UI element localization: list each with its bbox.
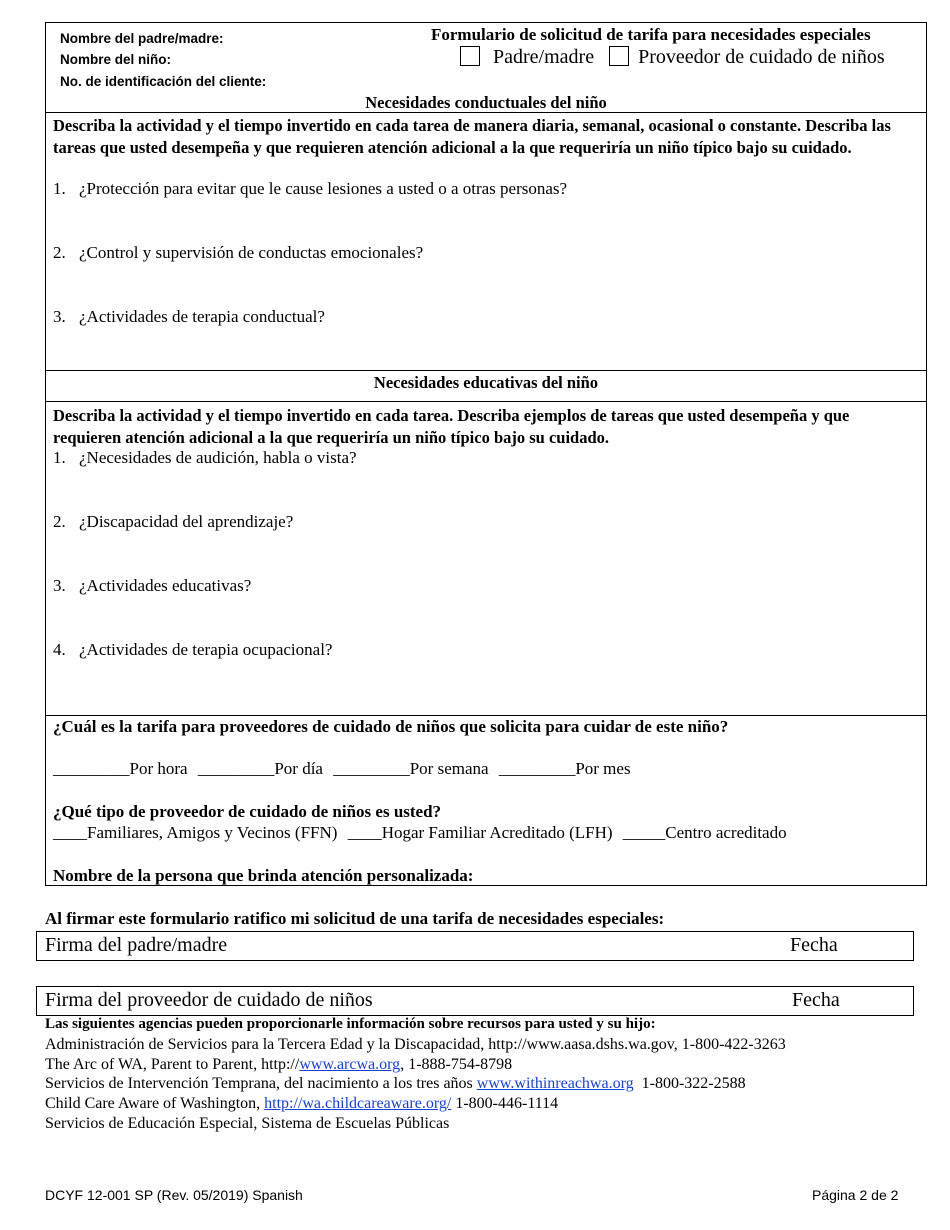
type-ffn-field[interactable]: ____Familiares, Amigos y Vecinos (FFN) [53, 823, 338, 842]
per-hour-field[interactable]: _________Por hora [53, 759, 188, 778]
question-number: 4. [53, 640, 66, 659]
question-text: ¿Actividades educativas? [79, 576, 252, 595]
resource-early-intervention [45, 1074, 746, 1094]
resource-childcare-aware [45, 1094, 558, 1114]
behavioral-question-3[interactable] [53, 307, 325, 327]
rate-question: ¿Cuál es la tarifa para proveedores de cuidado de niños que solicita para cuidar de este niño? [53, 717, 729, 736]
resource-text: The Arc of WA, Parent to Parent, http:// [45, 1056, 300, 1073]
personal-care-label: Nombre de la persona que brinda atención personalizada: [53, 866, 474, 885]
parent-signature-label: Firma del padre/madre [45, 934, 228, 956]
divider [45, 370, 927, 371]
child-name-label: Nombre del niño: [60, 52, 171, 67]
requester-options [460, 46, 885, 69]
per-month-field[interactable]: _________Por mes [498, 759, 631, 778]
educational-question-1[interactable] [53, 448, 357, 468]
question-number: 3. [53, 576, 66, 595]
educational-question-4[interactable] [53, 640, 332, 660]
resource-text: , 1-888-754-8798 [400, 1056, 513, 1073]
form-id: DCYF 12-001 SP (Rev. 05/2019) Spanish [45, 1187, 303, 1203]
question-number: 1. [53, 179, 66, 198]
provider-checkbox[interactable] [609, 46, 629, 66]
divider [45, 112, 927, 113]
provider-type-options [53, 823, 787, 843]
parent-option-label: Padre/madre [493, 46, 595, 68]
per-week-field[interactable]: _________Por semana [333, 759, 489, 778]
resource-aasa: Administración de Servicios para la Tercera Edad y la Discapacidad, http://www.aasa.dshs.wa.gov, 1-800-422-3263 [45, 1036, 786, 1053]
behavioral-question-2[interactable] [53, 243, 423, 263]
question-number: 1. [53, 448, 66, 467]
resource-text: 1-800-446-1114 [451, 1095, 559, 1112]
parent-name-label: Nombre del padre/madre: [60, 31, 224, 46]
question-text: ¿Actividades de terapia ocupacional? [79, 640, 333, 659]
resource-special-education: Servicios de Educación Especial, Sistema de Escuelas Públicas [45, 1115, 450, 1132]
signature-statement: Al firmar este formulario ratifico mi solicitud de una tarifa de necesidades especiales: [45, 909, 665, 928]
question-number: 2. [53, 243, 66, 262]
resource-text: 1-800-322-2588 [633, 1075, 746, 1092]
question-text: ¿Necesidades de audición, habla o vista? [79, 448, 357, 467]
educational-instructions: Describa la actividad y el tiempo invertido en cada tarea. Describa ejemplos de tareas que usted desempeña y que requieren atención adicional a la que requeriría un niño típico bajo su cuidado. [53, 406, 850, 447]
question-text: ¿Actividades de terapia conductual? [79, 307, 325, 326]
childcareaware-link[interactable]: http://wa.childcareaware.org/ [264, 1095, 452, 1112]
provider-signature-label: Firma del proveedor de cuidado de niños [45, 989, 373, 1011]
resources-heading: Las siguientes agencias pueden proporcionarle información sobre recursos para usted y su hijo: [45, 1016, 656, 1032]
question-text: ¿Protección para evitar que le cause lesiones a usted o a otras personas? [79, 179, 568, 198]
provider-type-question: ¿Qué tipo de proveedor de cuidado de niños es usted? [53, 802, 442, 821]
form-title: Formulario de solicitud de tarifa para necesidades especiales [431, 25, 871, 44]
withinreach-link[interactable]: www.withinreachwa.org [476, 1075, 634, 1092]
parent-date-label: Fecha [790, 934, 838, 956]
rate-options [53, 759, 631, 779]
educational-section-title: Necesidades educativas del niño [373, 373, 599, 392]
provider-signature-box[interactable] [36, 986, 914, 1016]
question-number: 3. [53, 307, 66, 326]
divider [45, 715, 927, 716]
per-day-field[interactable]: _________Por día [197, 759, 323, 778]
provider-date-label: Fecha [792, 989, 840, 1011]
behavioral-instructions: Describa la actividad y el tiempo invertido en cada tarea de manera diaria, semanal, ocasional o constante. Describa las tareas que usted desempeña y que requieren atención adicional a la que requeriría un niño típico bajo su cuidado. [53, 116, 891, 157]
divider [45, 401, 927, 402]
resource-text: Servicios de Intervención Temprana, del nacimiento a los tres años [45, 1075, 477, 1092]
resource-arc [45, 1055, 512, 1075]
question-text: ¿Control y supervisión de conductas emocionales? [79, 243, 424, 262]
behavioral-section-title: Necesidades conductuales del niño [365, 93, 607, 112]
educational-question-3[interactable] [53, 576, 251, 596]
parent-checkbox[interactable] [460, 46, 480, 66]
arcwa-link[interactable]: www.arcwa.org [299, 1056, 401, 1073]
educational-question-2[interactable] [53, 512, 293, 532]
page-number: Página 2 de 2 [812, 1187, 899, 1203]
parent-signature-box[interactable] [36, 931, 914, 961]
type-center-field[interactable]: _____Centro acreditado [622, 823, 787, 842]
client-id-label: No. de identificación del cliente: [60, 74, 267, 89]
question-text: ¿Discapacidad del aprendizaje? [79, 512, 294, 531]
question-number: 2. [53, 512, 66, 531]
behavioral-question-1[interactable] [53, 179, 567, 199]
type-lfh-field[interactable]: ____Hogar Familiar Acreditado (LFH) [347, 823, 613, 842]
resource-text: Child Care Aware of Washington, [45, 1095, 265, 1112]
provider-option-label: Proveedor de cuidado de niños [638, 46, 885, 68]
